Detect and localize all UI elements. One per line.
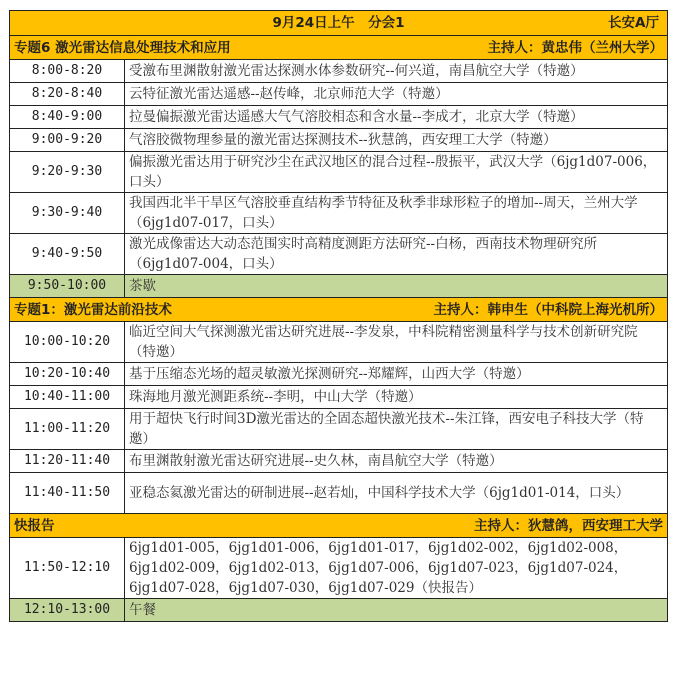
- topic-title: 快报告: [14, 517, 55, 534]
- topic-title: 专题6 激光雷达信息处理技术和应用: [14, 39, 231, 56]
- talk-time: 10:00-10:20: [10, 322, 125, 363]
- topic-chair: 主持人：黄忠伟（兰州大学）: [487, 39, 663, 56]
- break-label: 午餐: [125, 599, 668, 622]
- talk-title: 激光成像雷达大动态范围实时高精度测距方法研究--白杨，西南技术物理研究所（6jg1d07-004，口头）: [125, 234, 668, 275]
- topic-row: [10, 514, 668, 538]
- day-title: 9月24日上午 分会1: [272, 15, 405, 31]
- table-row: [10, 234, 668, 275]
- table-row: [10, 409, 668, 450]
- break-time: 12:10-13:00: [10, 599, 125, 622]
- talk-title: 6jg1d01-005，6jg1d01-006，6jg1d01-017，6jg1d02-002，6jg1d02-008，6jg1d02-009，6jg1d02-013，6jg1d07-006，6jg1d07-023，6jg1d07-024，6jg1d07-028，6jg1d07-030，6jg1d07-029（快报告）: [125, 538, 668, 599]
- talk-title: 珠海地月激光测距系统--李明，中山大学（特邀）: [125, 386, 668, 409]
- break-row: [10, 275, 668, 298]
- room-name: 长安A厅: [608, 15, 659, 31]
- table-row: [10, 322, 668, 363]
- talk-time: 9:30-9:40: [10, 193, 125, 234]
- table-row: [10, 60, 668, 83]
- talk-time: 11:50-12:10: [10, 538, 125, 599]
- table-row: [10, 473, 668, 514]
- topic-chair: 主持人：狄慧鸽，西安理工大学: [474, 517, 663, 534]
- topic-row: [10, 36, 668, 60]
- talk-time: 8:40-9:00: [10, 106, 125, 129]
- table-row: [10, 386, 668, 409]
- table-row: [10, 152, 668, 193]
- table-row: [10, 83, 668, 106]
- table-row: [10, 129, 668, 152]
- talk-title: 偏振激光雷达用于研究沙尘在武汉地区的混合过程--殷振平，武汉大学（6jg1d07-006，口头）: [125, 152, 668, 193]
- talk-time: 8:00-8:20: [10, 60, 125, 83]
- topic-title: 专题1：激光雷达前沿技术: [14, 301, 172, 318]
- talk-title: 亚稳态氦激光雷达的研制进展--赵若灿，中国科学技术大学（6jg1d01-014，口头）: [125, 473, 668, 514]
- talk-title: 用于超快飞行时间3D激光雷达的全固态超快激光技术--朱江锋，西安电子科技大学（特邀）: [125, 409, 668, 450]
- talk-time: 11:20-11:40: [10, 450, 125, 473]
- talk-time: 11:40-11:50: [10, 473, 125, 514]
- table-row: [10, 106, 668, 129]
- talk-title: 临近空间大气探测激光雷达研究进展--李发泉，中科院精密测量科学与技术创新研究院（特邀）: [125, 322, 668, 363]
- topic-row: [10, 298, 668, 322]
- talk-time: 9:40-9:50: [10, 234, 125, 275]
- break-row: [10, 599, 668, 622]
- talk-title: 受激布里渊散射激光雷达探测水体参数研究--何兴道，南昌航空大学（特邀）: [125, 60, 668, 83]
- talk-title: 气溶胶微物理参量的激光雷达探测技术--狄慧鸽，西安理工大学（特邀）: [125, 129, 668, 152]
- talk-title: 我国西北半干旱区气溶胶垂直结构季节特征及秋季非球形粒子的增加--周天，兰州大学（6jg1d07-017，口头）: [125, 193, 668, 234]
- talk-title: 拉曼偏振激光雷达遥感大气气溶胶相态和含水量--李成才，北京大学（特邀）: [125, 106, 668, 129]
- topic-chair: 主持人：韩申生（中科院上海光机所）: [433, 301, 663, 318]
- talk-title: 云特征激光雷达遥感--赵传峰，北京师范大学（特邀）: [125, 83, 668, 106]
- talk-title: 布里渊散射激光雷达研究进展--史久林，南昌航空大学（特邀）: [125, 450, 668, 473]
- talk-time: 9:20-9:30: [10, 152, 125, 193]
- talk-time: 11:00-11:20: [10, 409, 125, 450]
- day-header-row: [10, 11, 668, 36]
- table-row: [10, 363, 668, 386]
- talk-time: 10:40-11:00: [10, 386, 125, 409]
- talk-time: 8:20-8:40: [10, 83, 125, 106]
- talk-time: 9:00-9:20: [10, 129, 125, 152]
- break-label: 茶歇: [125, 275, 668, 298]
- schedule-table: [9, 10, 668, 622]
- break-time: 9:50-10:00: [10, 275, 125, 298]
- table-row: [10, 450, 668, 473]
- table-row: [10, 538, 668, 599]
- day-header-cell: [10, 11, 668, 36]
- talk-time: 10:20-10:40: [10, 363, 125, 386]
- talk-title: 基于压缩态光场的超灵敏激光探测研究--郑耀辉，山西大学（特邀）: [125, 363, 668, 386]
- table-row: [10, 193, 668, 234]
